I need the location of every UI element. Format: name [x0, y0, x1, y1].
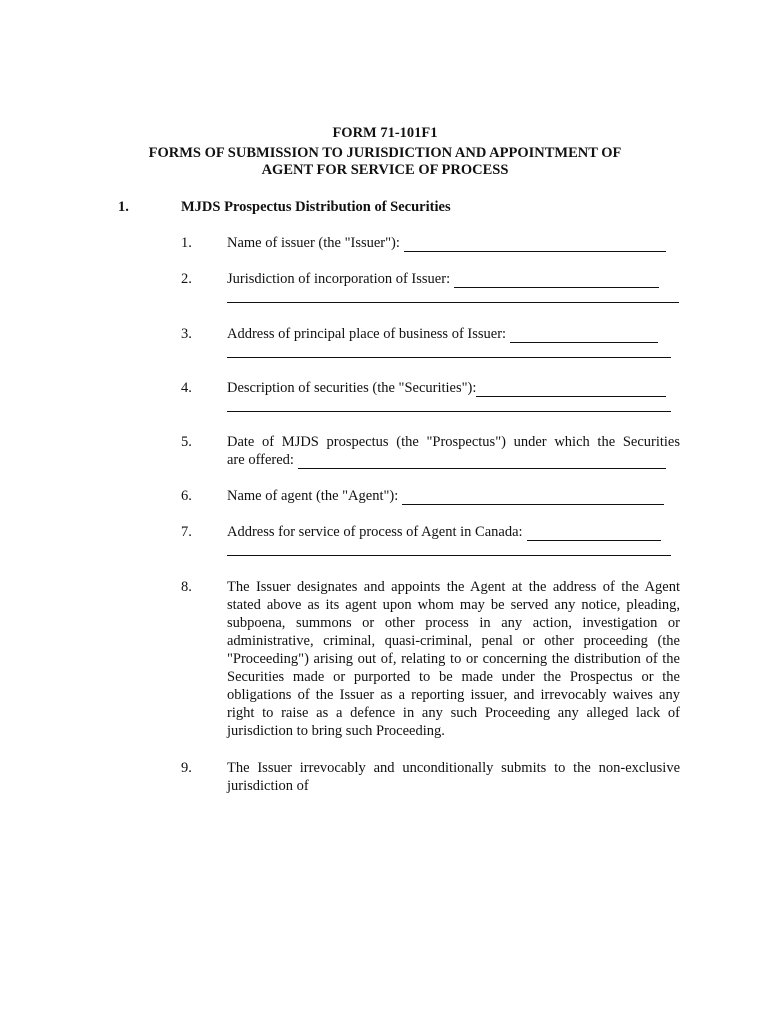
item-number-8: 8.: [181, 579, 192, 595]
section-number: 1.: [118, 199, 129, 215]
item-5-label: are offered:: [227, 452, 294, 468]
item-7: [227, 523, 680, 541]
item-7-label: Address for service of process of Agent in Canada:: [227, 524, 523, 540]
item-number-1: 1.: [181, 235, 192, 251]
item-number-5: 5.: [181, 434, 192, 450]
issuer-name-field[interactable]: [404, 238, 666, 252]
item-4-label: Description of securities (the "Securities"):: [227, 380, 477, 396]
agent-address-field[interactable]: [527, 527, 661, 541]
prospectus-date-field[interactable]: [298, 455, 666, 469]
item-number-6: 6.: [181, 488, 192, 504]
item-6-label: Name of agent (the "Agent"):: [227, 488, 399, 504]
form-title-line-2: AGENT FOR SERVICE OF PROCESS: [261, 162, 509, 178]
item-9-text: The Issuer irrevocably and unconditionally submits to the non-exclusive jurisdiction of: [227, 760, 680, 794]
jurisdiction-field[interactable]: [454, 274, 659, 288]
form-number: FORM 71-101F1: [332, 125, 438, 141]
agent-address-field-line-2[interactable]: [227, 555, 671, 556]
item-4: [227, 379, 680, 397]
item-number-9: 9.: [181, 760, 192, 776]
item-2-label: Jurisdiction of incorporation of Issuer:: [227, 271, 451, 287]
agent-name-field[interactable]: [402, 491, 664, 505]
item-3: [227, 325, 680, 343]
section-title: MJDS Prospectus Distribution of Securities: [181, 199, 451, 215]
securities-description-field-line-2[interactable]: [227, 411, 671, 412]
item-number-4: 4.: [181, 380, 192, 396]
item-1: [227, 234, 680, 252]
item-8-text: The Issuer designates and appoints the Agent at the address of the Agent stated above as its agent upon whom may be served any notice, pleading, subpoena, summons or other process in any action, investigation or administrative, criminal, quasi-criminal, penal or other proceeding (the "Proceeding") arising out of, relating to or concerning the distribution of the Securities made or purported to be made under the Prospectus or the obligations of the Issuer as a reporting issuer, and irrevocably waives any right to raise as a defence in any such Proceeding any alleged lack of jurisdiction to bring such Proceeding.: [227, 579, 680, 739]
principal-address-field[interactable]: [510, 329, 658, 343]
item-1-label: Name of issuer (the "Issuer"):: [227, 235, 400, 251]
item-number-7: 7.: [181, 524, 192, 540]
item-number-3: 3.: [181, 326, 192, 342]
item-5: [227, 433, 680, 469]
item-6: [227, 487, 680, 505]
securities-description-field[interactable]: [476, 383, 666, 397]
form-title-line-1: FORMS OF SUBMISSION TO JURISDICTION AND APPOINTMENT OF: [148, 145, 622, 161]
item-5-line-1: Date of MJDS prospectus (the "Prospectus") under which the Securities: [227, 434, 680, 450]
item-number-2: 2.: [181, 271, 192, 287]
jurisdiction-field-line-2[interactable]: [227, 302, 679, 303]
item-2: [227, 270, 680, 288]
item-5-line-2: [227, 451, 680, 469]
principal-address-field-line-2[interactable]: [227, 357, 671, 358]
item-3-label: Address of principal place of business of Issuer:: [227, 326, 507, 342]
